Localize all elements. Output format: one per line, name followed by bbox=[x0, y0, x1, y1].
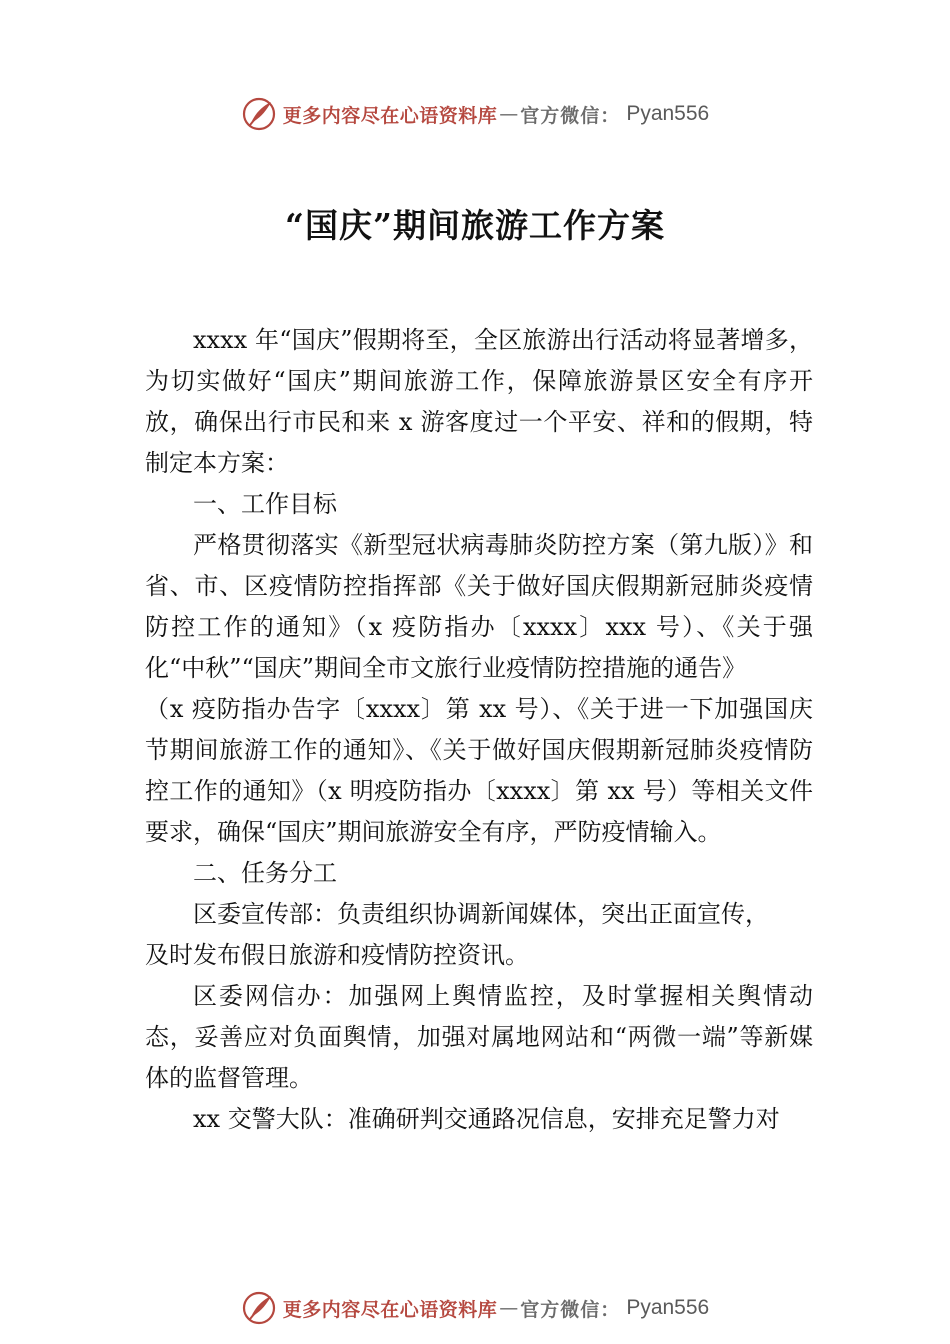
section-heading-goals: 一、工作目标 bbox=[193, 490, 337, 518]
banner-wechat-label: 官方微信： bbox=[520, 104, 621, 127]
banner-text bbox=[283, 1295, 709, 1322]
banner-text bbox=[283, 101, 709, 128]
banner-dash: — bbox=[499, 103, 519, 125]
paragraph-intro: xxxx 年“国庆”假期将至，全区旅游出行活动将显著增多，为切实做好“国庆”期间旅游工作，保障旅游景区安全有序开放，确保出行市民和来 x 游客度过一个平安、祥和的假期，特制定本方案： bbox=[145, 326, 813, 477]
banner-library-text: 更多内容尽在心语资料库 bbox=[282, 1298, 498, 1321]
footer-watermark-banner bbox=[0, 1288, 950, 1328]
banner-wechat-id: Pyan556 bbox=[626, 1296, 710, 1319]
document-body bbox=[145, 320, 813, 1140]
document-title: “国庆”期间旅游工作方案 bbox=[285, 206, 665, 245]
banner-library-text: 更多内容尽在心语资料库 bbox=[282, 104, 498, 127]
banner-wechat-label: 官方微信： bbox=[520, 1298, 621, 1321]
header-watermark-banner bbox=[0, 94, 950, 134]
quill-logo-icon bbox=[241, 1290, 277, 1326]
banner-dash: — bbox=[499, 1297, 519, 1319]
paragraph-traffic-police: xx 交警大队：准确研判交通路况信息，安排充足警力对 bbox=[193, 1105, 780, 1133]
quill-logo-icon bbox=[241, 96, 277, 132]
section-heading-tasks: 二、任务分工 bbox=[193, 859, 337, 887]
paragraph-goals: 严格贯彻落实《新型冠状病毒肺炎防控方案（第九版）》和省、市、区疫情防控指挥部《关于做好国庆假期新冠肺炎疫情防控工作的通知》（x 疫防指办〔xxxx〕xxx 号）、《关于强化“中秋”“国庆”期间全市文旅行业疫情防控措施的通告》 bbox=[145, 531, 813, 682]
paragraph-propaganda-dept-continued: 及时发布假日旅游和疫情防控资讯。 bbox=[145, 941, 529, 969]
banner-wechat-id: Pyan556 bbox=[626, 102, 710, 125]
paragraph-cyberspace-office: 区委网信办：加强网上舆情监控，及时掌握相关舆情动态，妥善应对负面舆情，加强对属地网站和“两微一端”等新媒体的监督管理。 bbox=[145, 982, 813, 1092]
paragraph-goals-continued: （x 疫防指办告字〔xxxx〕第 xx 号）、《关于进一下加强国庆节期间旅游工作的通知》、《关于做好国庆假期新冠肺炎疫情防控工作的通知》（x 明疫防指办〔xxxx〕第 xx 号）等相关文件要求，确保“国庆”期间旅游安全有序，严防疫情输入。 bbox=[145, 695, 813, 846]
paragraph-propaganda-dept: 区委宣传部：负责组织协调新闻媒体，突出正面宣传， bbox=[193, 900, 769, 928]
